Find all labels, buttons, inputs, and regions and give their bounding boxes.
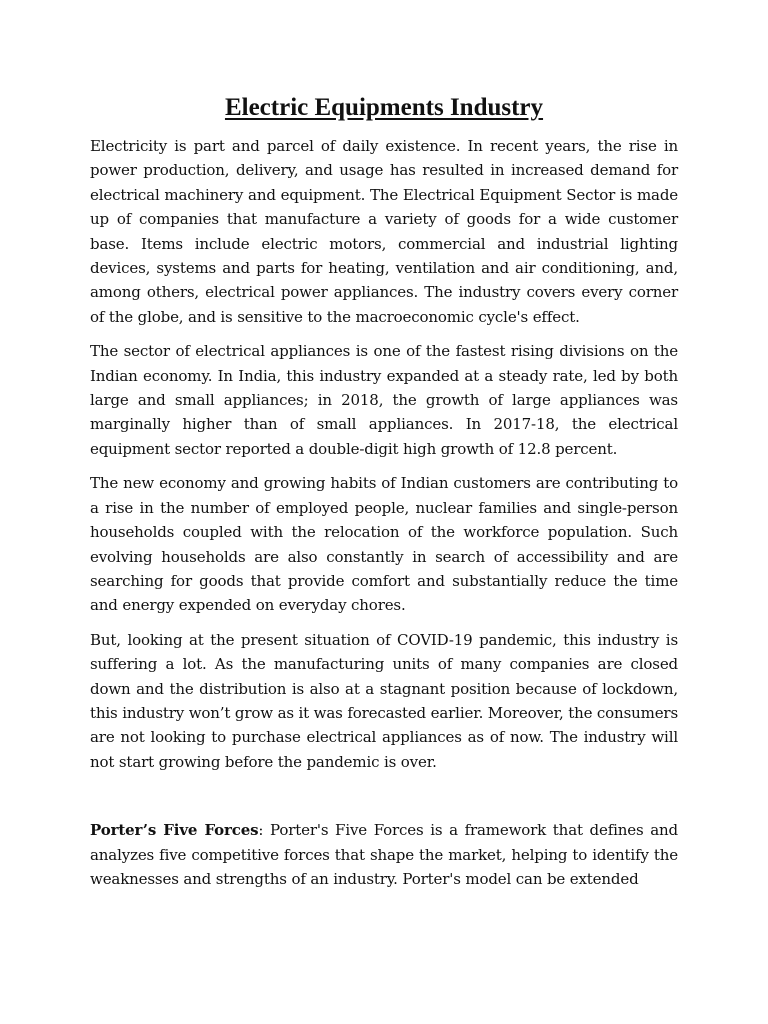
paragraph-sector-growth: The sector of electrical appliances is one of the fastest rising divisions on the Indian economy. In India, this industry expanded at a steady rate, led by both large and small appliances; in 2018, the growth of large appliances was marginally higher than of small appliances. In 2017-18, the electrical equipment sector reported a double-digit high growth of 12.8 percent. bbox=[90, 342, 678, 458]
porters-five-forces-text: Porter's Five Forces is a framework that defines and analyzes five competitive forces that shape the market, helping to identify the weaknesses and strengths of an industry. Porter's model can be extended bbox=[90, 821, 678, 888]
document-page bbox=[90, 92, 678, 901]
porters-five-forces-heading: Porter’s Five Forces bbox=[90, 821, 259, 840]
page-title: Electric Equipments Industry bbox=[224, 94, 544, 121]
paragraph-covid-impact: But, looking at the present situation of COVID-19 pandemic, this industry is suffering a lot. As the manufacturing units of many companies are closed down and the distribution is also at a stagnant position because of lockdown, this industry won’t grow as it was forecasted earlier. Moreover, the consumers are not looking to purchase electrical appliances as of now. The industry will not start growing before the pandemic is over. bbox=[90, 630, 678, 771]
paragraph-consumer-habits: The new economy and growing habits of Indian customers are contributing to a rise in the number of employed people, nuclear families and single-person households coupled with the relocation of the workforce population. Such evolving households are also constantly in search of accessibility and are searching for goods that provide comfort and substantially reduce the time and energy expended on everyday chores. bbox=[90, 474, 678, 615]
porters-separator: : bbox=[258, 821, 270, 840]
paragraph-porters-five-forces bbox=[90, 818, 678, 891]
paragraph-intro: Electricity is part and parcel of daily existence. In recent years, the rise in power production, delivery, and usage has resulted in increased demand for electrical machinery and equipment. The Electrical Equipment Sector is made up of companies that manufacture a variety of goods for a wide customer base. Items include electric motors, commercial and industrial lighting devices, systems and parts for heating, ventilation and air conditioning, and, among others, electrical power appliances. The industry covers every corner of the globe, and is sensitive to the macroeconomic cycle's effect. bbox=[90, 137, 678, 326]
section-gap bbox=[90, 784, 678, 818]
